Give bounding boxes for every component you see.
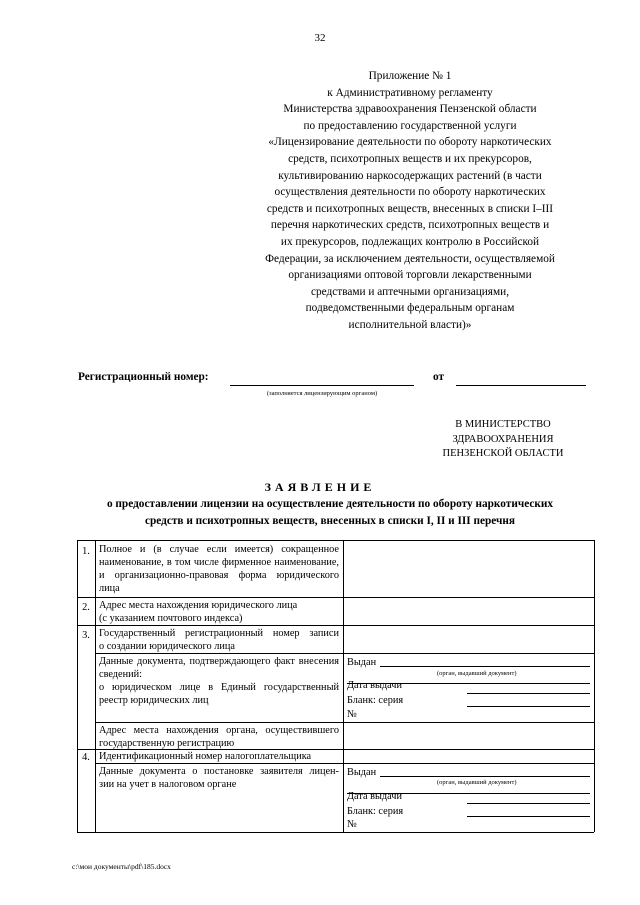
ogrn-input-cell[interactable] bbox=[344, 626, 593, 653]
issue-date-label: Дата выдачи bbox=[347, 791, 402, 802]
label-line: Идентификационный номер налогоплательщика bbox=[99, 751, 312, 762]
label-line: зии на учет в налоговом органе bbox=[99, 779, 237, 790]
issuer-note: (орган, выдавший документ) bbox=[437, 670, 517, 677]
row-number: 1. bbox=[82, 546, 90, 557]
issue-date-field[interactable] bbox=[467, 693, 590, 694]
label-line: наименование, в том числе фирменное наименование, bbox=[99, 557, 339, 568]
form-series-field[interactable] bbox=[467, 706, 590, 707]
inn-input-cell[interactable] bbox=[344, 750, 593, 763]
appendix-line: средств, психотропных веществ и их прекурсоров, bbox=[288, 152, 532, 165]
row-label-egrul-document bbox=[99, 655, 339, 707]
appendix-line: их прекурсоров, подлежащих контролю в Российской bbox=[280, 235, 540, 248]
row-number: 4. bbox=[82, 752, 90, 763]
label-line: о юридическом лице в Единый государственный bbox=[99, 682, 339, 693]
registration-date-field[interactable] bbox=[456, 385, 586, 386]
appendix-line: Федерации, за исключением деятельности, осуществляемой bbox=[265, 252, 555, 265]
appendix-line: перечня наркотических средств, психотропных веществ и bbox=[270, 219, 550, 232]
label-line: о создании юридического лица bbox=[99, 641, 235, 652]
registration-number-field[interactable] bbox=[230, 385, 414, 386]
appendix-line: осуществления деятельности по обороту наркотических bbox=[274, 186, 546, 199]
addressee-block bbox=[428, 418, 578, 462]
label-line: государственную регистрацию bbox=[99, 738, 235, 749]
registration-number-note: (заполняется лицензирующим органом) bbox=[266, 390, 378, 397]
issue-date-label: Дата выдачи bbox=[347, 680, 402, 691]
row-label-full-name bbox=[99, 543, 339, 595]
appendix-line: подведомственными федеральным органам bbox=[305, 302, 515, 315]
appendix-line: организациями оптовой торговли лекарственными bbox=[288, 269, 532, 282]
form-series-label: Бланк: серия bbox=[347, 806, 404, 817]
issuer-note: (орган, выдавший документ) bbox=[437, 779, 517, 786]
row-label-ogrn bbox=[99, 627, 339, 653]
appendix-line: «Лицензирование деятельности по обороту наркотических bbox=[268, 136, 552, 149]
page-number: 32 bbox=[314, 32, 326, 44]
appendix-line: исполнительной власти)» bbox=[348, 318, 472, 331]
label-line: Данные документа о постановке заявителя лицен- bbox=[99, 766, 339, 777]
row-label-legal-address bbox=[99, 599, 339, 625]
label-line: реестр юридических лиц bbox=[99, 695, 209, 706]
registration-authority-input-cell[interactable] bbox=[344, 723, 593, 749]
appendix-line: по предоставлению государственной услуги bbox=[303, 119, 517, 132]
issued-label: Выдан bbox=[347, 657, 377, 668]
issued-by-field[interactable] bbox=[380, 666, 590, 667]
tax-form-series-field[interactable] bbox=[467, 816, 590, 817]
document-title: ЗАЯВЛЕНИЕ bbox=[264, 480, 376, 494]
row-label-tax-document bbox=[99, 765, 339, 791]
appendix-line: средствами и аптечными организациями, bbox=[310, 285, 510, 298]
form-number-label: № bbox=[347, 709, 357, 720]
legal-address-input-cell[interactable] bbox=[344, 598, 593, 625]
label-line: Данные документа, подтверждающего факт внесения bbox=[99, 656, 339, 667]
label-line: лица bbox=[99, 583, 120, 594]
form-series-label: Бланк: серия bbox=[347, 695, 404, 706]
form-number-label: № bbox=[347, 819, 357, 830]
addressee-line: ЗДРАВООХРАНЕНИЯ bbox=[452, 433, 554, 445]
row-number: 2. bbox=[82, 602, 90, 613]
appendix-line: к Административному регламенту bbox=[327, 86, 493, 99]
addressee-line: ПЕНЗЕНСКОЙ ОБЛАСТИ bbox=[442, 448, 564, 459]
addressee-line: В МИНИСТЕРСТВО bbox=[455, 419, 551, 430]
label-line: Адрес места нахождения юридического лица bbox=[99, 600, 298, 611]
row-number: 3. bbox=[82, 630, 90, 641]
full-name-input-cell[interactable] bbox=[344, 541, 593, 597]
file-path-footer: c:\мои документы\pdf\185.docx bbox=[72, 862, 171, 871]
appendix-line: культивированию наркосодержащих растений (в части bbox=[278, 169, 542, 182]
subtitle-line: средств и психотропных веществ, внесенных в списки I, II и III перечня bbox=[144, 514, 516, 527]
appendix-line: Министерства здравоохранения Пензенской области bbox=[283, 103, 537, 116]
document-subtitle bbox=[70, 496, 590, 529]
tax-issued-by-field[interactable] bbox=[380, 776, 590, 777]
appendix-line: Приложение № 1 bbox=[368, 70, 452, 82]
registration-number-label: Регистрационный номер: bbox=[78, 371, 209, 383]
appendix-header bbox=[255, 68, 565, 334]
label-line: (с указанием почтового индекса) bbox=[99, 613, 243, 624]
label-line: и организационно-правовая форма юридического bbox=[99, 570, 339, 581]
issued-label: Выдан bbox=[347, 767, 377, 778]
label-line: сведений: bbox=[99, 669, 143, 680]
label-line: Государственный регистрационный номер записи bbox=[99, 628, 339, 639]
registration-date-label: от bbox=[433, 371, 445, 383]
row-label-registration-authority bbox=[99, 724, 339, 750]
tax-issue-date-field[interactable] bbox=[467, 803, 590, 804]
subtitle-line: о предоставлении лицензии на осуществление деятельности по обороту наркотических bbox=[106, 498, 554, 510]
appendix-line: средств и психотропных веществ, внесенных в списки I–III bbox=[266, 202, 554, 215]
row-label-inn bbox=[99, 750, 339, 763]
label-line: Полное и (в случае если имеется) сокращенное bbox=[99, 544, 339, 555]
label-line: Адрес места нахождения органа, осуществившего bbox=[99, 725, 339, 736]
